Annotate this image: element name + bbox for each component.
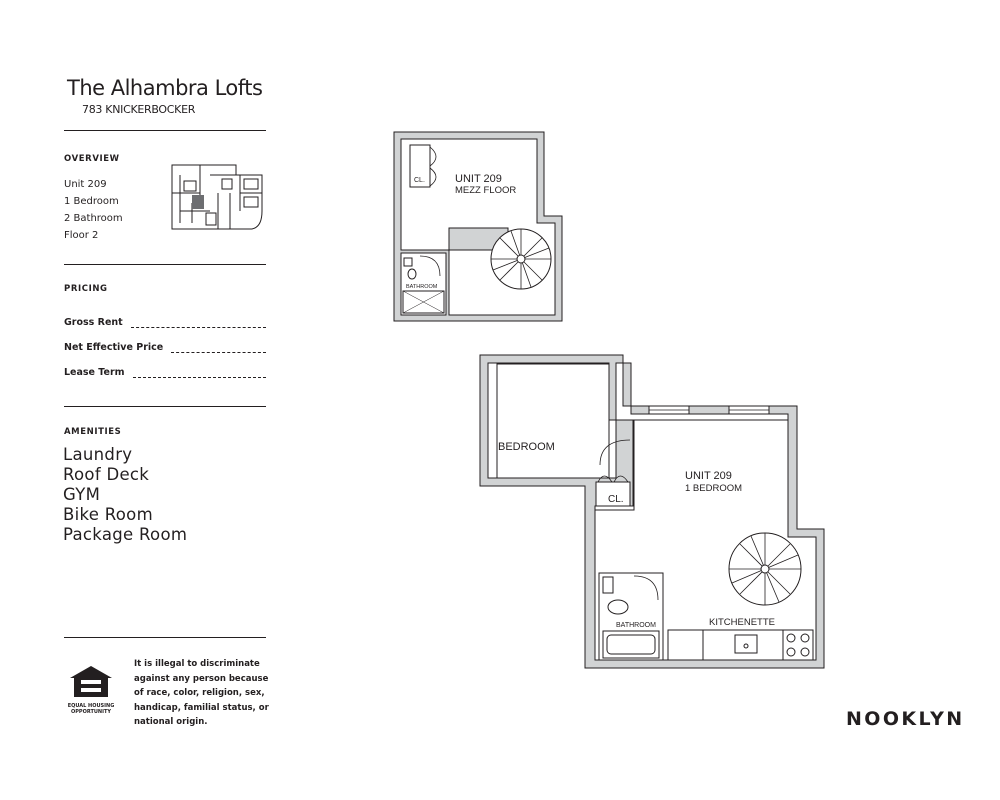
- building-address: 783 KNICKERBOCKER: [82, 103, 196, 116]
- lease-term-label: Lease Term: [64, 367, 125, 378]
- overview-floor: Floor 2: [64, 230, 99, 241]
- amenity-item: Laundry: [63, 445, 133, 464]
- main-closet-label: CL.: [608, 494, 624, 505]
- amenity-item: Package Room: [63, 525, 188, 544]
- amenity-item: GYM: [63, 485, 101, 504]
- bedroom-label: BEDROOM: [498, 441, 555, 453]
- main-bedrooms-label: 1 BEDROOM: [685, 483, 743, 494]
- overview-unit: Unit 209: [64, 179, 107, 190]
- overview-bedrooms: 1 Bedroom: [64, 196, 119, 207]
- mezz-unit-label: UNIT 209: [455, 173, 502, 185]
- amenity-item: Roof Deck: [63, 465, 150, 484]
- net-effective-price-label: Net Effective Price: [64, 342, 164, 353]
- pricing-heading: PRICING: [64, 284, 108, 294]
- overview-heading: OVERVIEW: [64, 154, 120, 164]
- fair-housing-notice: It is illegal to discriminate against any person because of race, color, religion, sex, handicap, familial status, or national origin.: [134, 659, 269, 727]
- mezz-bathroom-label: BATHROOM: [406, 284, 438, 290]
- main-floor-plan: [480, 355, 824, 668]
- gross-rent-label: Gross Rent: [64, 317, 123, 328]
- overview-bathrooms: 2 Bathroom: [64, 213, 123, 224]
- mezz-floor-label: MEZZ FLOOR: [455, 185, 517, 196]
- main-bathroom-label: BATHROOM: [616, 622, 656, 629]
- building-title: The Alhambra Lofts: [67, 76, 263, 100]
- amenity-item: Bike Room: [63, 505, 153, 524]
- main-unit-label: UNIT 209: [685, 470, 732, 482]
- kitchenette-label: KITCHENETTE: [709, 617, 775, 628]
- amenities-heading: AMENITIES: [64, 427, 122, 437]
- mezz-floor-plan: [394, 132, 562, 321]
- equal-housing-label: EQUAL HOUSING OPPORTUNITY: [67, 703, 115, 715]
- brand-logo: NOOKLYN: [846, 708, 965, 730]
- mezz-closet-label: CL.: [414, 177, 425, 184]
